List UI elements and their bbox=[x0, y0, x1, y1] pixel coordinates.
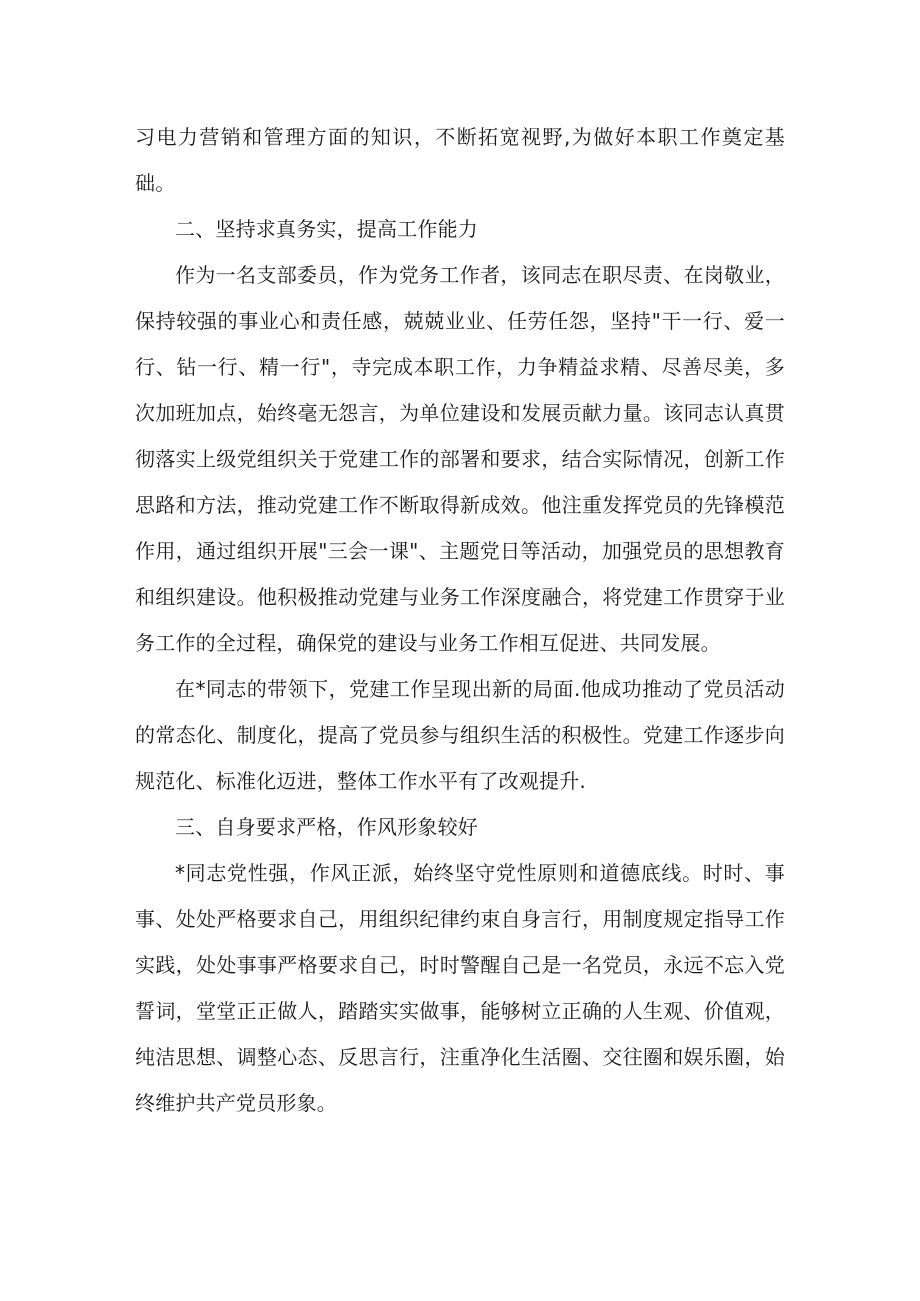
paragraph-continuation: 习电力营销和管理方面的知识，不断拓宽视野,为做好本职工作奠定基础。 bbox=[135, 125, 785, 195]
paragraph-self-discipline: *同志党性强，作风正派，始终坚守党性原则和道德底线。时时、事事、处处严格要求自己，用组织纪律约束自身言行，用制度规定指导工作实践，处处事事严格要求自己，时时警醒自己是一名党员，永远不忘入党誓词，堂堂正正做人，踏踏实实做事，能够树立正确的人生观、价值观，纯洁思想、调整心态、反思言行，注重净化生活圈、交往圈和娱乐圈，始终维护共产党员形象。 bbox=[135, 861, 785, 1115]
section-heading-3: 三、自身要求严格，作风形象较好 bbox=[175, 815, 478, 839]
paragraph-work-ability: 作为一名支部委员，作为党务工作者，该同志在职尽责、在岗敬业，保持较强的事业心和责任感，兢兢业业、任劳任怨，坚持"干一行、爱一行、钻一行、精一行"，寺完成本职工作，力争精益求精、尽善尽美，多次加班加点，始终毫无怨言，为单位建设和发展贡献力量。该同志认真贯彻落实上级党组织关于党建工作的部署和要求，结合实际情况，创新工作思路和方法，推动党建工作不断取得新成效。他注重发挥党员的先锋模范作用，通过组织开展"三会一课"、主题党日等活动，加强党员的思想教育和组织建设。他积极推动党建与业务工作深度融合，将党建工作贯穿于业务工作的全过程，确保党的建设与业务工作相互促进、共同发展。 bbox=[135, 263, 785, 655]
section-heading-2: 二、坚持求真务实，提高工作能力 bbox=[175, 217, 478, 241]
paragraph-party-building: 在*同志的带领下，党建工作呈现出新的局面.他成功推动了党员活动的常态化、制度化，提高了党员参与组织生活的积极性。党建工作逐步向规范化、标准化迈进，整体工作水平有了改观提升. bbox=[135, 677, 785, 793]
document-body bbox=[135, 114, 785, 1126]
